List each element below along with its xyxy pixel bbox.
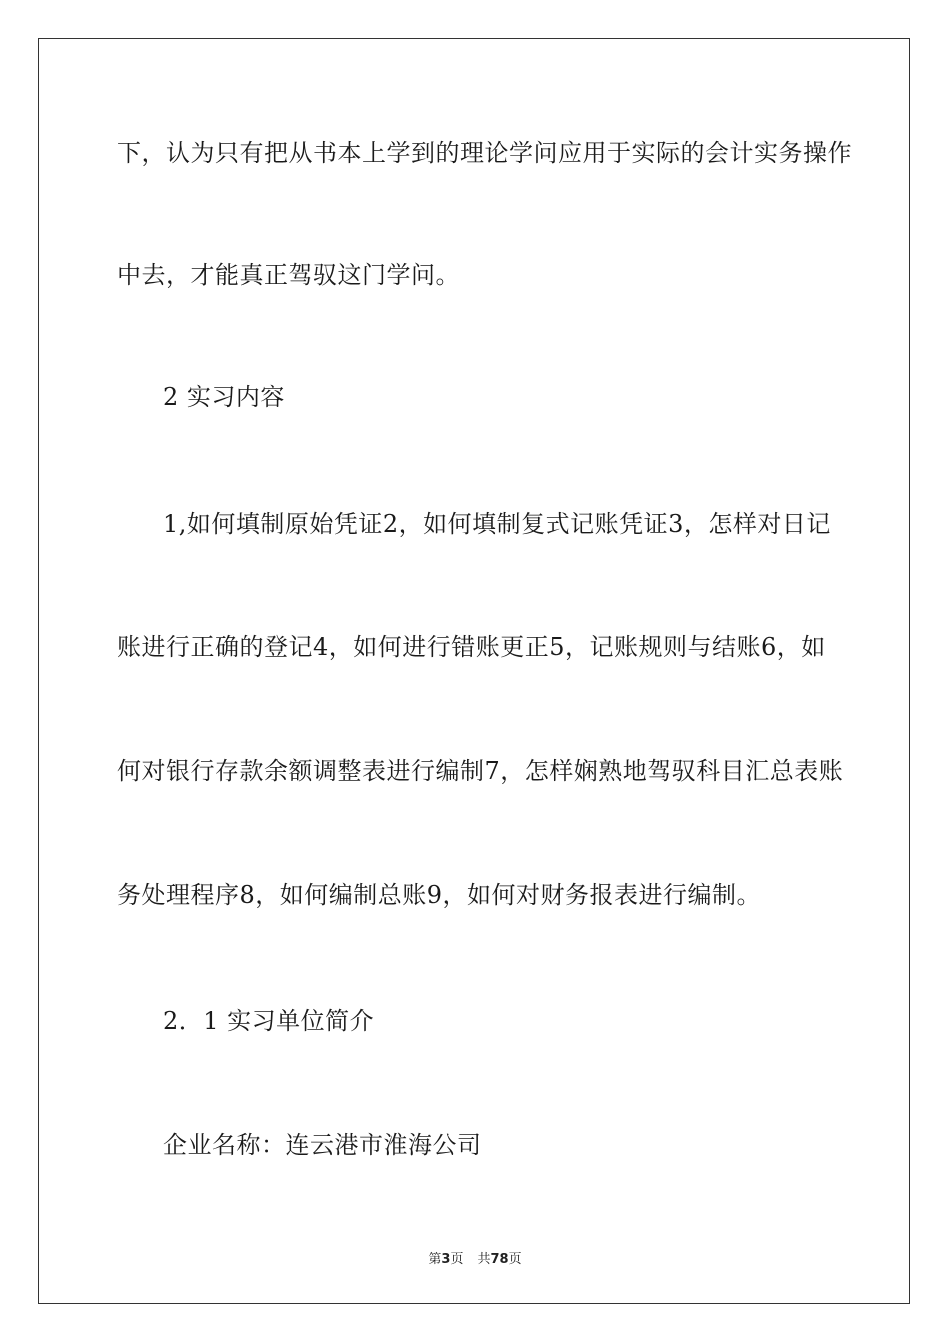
page-suffix: 页 bbox=[450, 1252, 464, 1267]
body-text-line-3: 1,如何填制原始凭证2，如何填制复式记账凭证3，怎样对日记 bbox=[163, 510, 831, 538]
total-suffix: 页 bbox=[508, 1252, 522, 1267]
body-text-line-2: 中去，才能真正驾驭这门学问。 bbox=[117, 261, 460, 289]
page-number: 3 bbox=[441, 1252, 451, 1267]
body-text-line-6: 务处理程序8，如何编制总账9，如何对财务报表进行编制。 bbox=[117, 881, 762, 909]
page-footer bbox=[0, 1248, 950, 1267]
total-prefix: 共 bbox=[477, 1252, 491, 1267]
page-prefix: 第 bbox=[428, 1252, 442, 1267]
body-text-line-5: 何对银行存款余额调整表进行编制7，怎样娴熟地驾驭科目汇总表账 bbox=[117, 757, 844, 785]
subsection-heading: 2．1 实习单位简介 bbox=[163, 1007, 375, 1035]
body-text-line-4: 账进行正确的登记4，如何进行错账更正5，记账规则与结账6，如 bbox=[117, 633, 826, 661]
total-pages: 78 bbox=[490, 1252, 509, 1267]
body-text-line-1: 下，认为只有把从书本上学到的理论学问应用于实际的会计实务操作 bbox=[117, 139, 852, 167]
page-border bbox=[38, 38, 910, 1304]
company-name-line: 企业名称：连云港市淮海公司 bbox=[163, 1131, 482, 1159]
section-heading: 2 实习内容 bbox=[163, 383, 285, 411]
